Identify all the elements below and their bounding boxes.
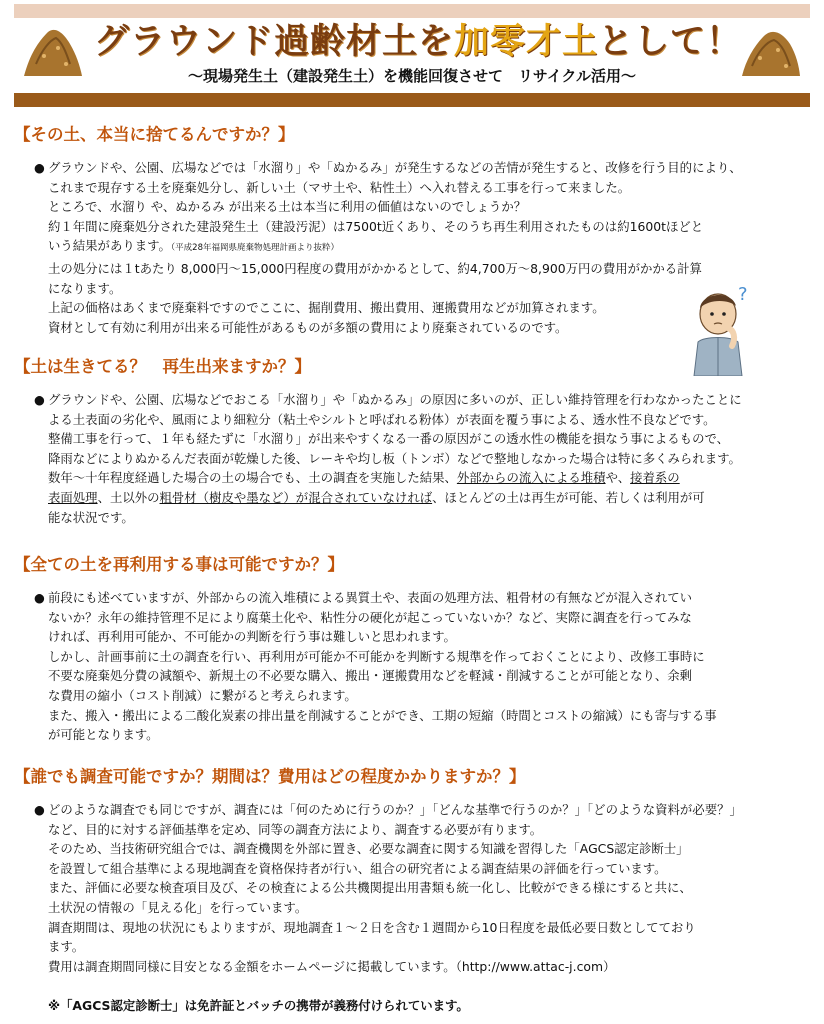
section-heading: 【土は生きてる？ 再生出来ますか？】 (14, 357, 311, 376)
paragraph-line: ければ、再利用可能か、不可能かの判断を行う事は難しいと思われます。 (48, 629, 456, 645)
worker-avatar-icon (688, 280, 766, 376)
bullet-icon: ● (34, 160, 45, 175)
paragraph-line: また、搬入・搬出による二酸化炭素の排出量を削減することができ、工期の短縮（時間とコストの縮減）にも寄与する事 (48, 707, 717, 723)
bullet-icon: ● (34, 802, 45, 817)
footnote: ※「AGCS認定診断士」は免許証とバッチの携帯が義務付けられています。 (48, 998, 469, 1013)
section-body (34, 800, 786, 976)
paragraph-line: 能な状況です。 (48, 509, 134, 525)
page-title: グラウンド過齢材土を加零才土として！ (94, 22, 743, 62)
question-mark-icon: ? (738, 284, 748, 305)
paragraph-line: な費用の縮小（コスト削減）に繋がると考えられます。 (48, 687, 357, 703)
paragraph-line: いう結果があります。（平成28年福岡県廃棄物処理計画より抜粋） (48, 238, 339, 254)
paragraph-line: になります。 (48, 280, 122, 296)
paragraph-line: 数年～十年程度経過した場合の土の場合でも、土の調査を実施した結果、外部からの流入による堆積や、接着系の (48, 470, 680, 486)
paragraph-line: 不要な廃棄処分費の減額や、新規土の不必要な購入、搬出・運搬費用などを軽減・削減することが可能となり、余剰 (48, 668, 693, 684)
section-body (34, 588, 786, 745)
paragraph-line: 整備工事を行って、１年も経たずに「水溜り」が出来やすくなる一番の原因がこの透水性の機能を損なう事によるもので、 (48, 431, 729, 447)
paragraph-line: 約１年間に廃棄処分された建設発生土（建設汚泥）は7500t近くあり、そのうち再生利用されたものは約1600tほどと (48, 218, 704, 234)
paragraph-line: ないか？永年の維持管理不足により腐葉土化や、粘性分の硬化が起こっていないか？など、実際に調査を行ってみな (48, 609, 692, 625)
paragraph-line: 降雨などによりぬかるんだ表面が乾燥した後、レーキや均し板（トンボ）などで整地しなかった場合は特に多くみられます。 (48, 450, 741, 466)
paragraph-line: また、評価に必要な検査項目及び、その検査による公共機関提出用書類も統一化し、比較ができる様にすると共に、 (48, 880, 692, 896)
section-heading: 【その土、本当に捨てるんですか？】 (14, 125, 295, 144)
paragraph-line: を設置して組合基準による現地調査を資格保持者が行い、組合の研究者による調査結果の評価を行っています。 (48, 860, 667, 876)
paragraph-line: ところで、水溜り や、ぬかるみ が出来る土は本当に利用の価値はないのでしょうか？ (48, 199, 527, 215)
section-heading: 【全ての土を再利用する事は可能ですか？】 (14, 555, 344, 574)
paragraph-line: が可能となります。 (48, 727, 159, 743)
paragraph-line: 費用は調査期間同様に目安となる金額をホームページに掲載しています。（http://www.attac-j.com） (48, 958, 616, 974)
section-body (34, 158, 786, 337)
paragraph-line: そのため、当技術研究組合では、調査機関を外部に置き、必要な調査に関する知識を習得した「AGCS認定診断士」 (48, 841, 689, 857)
paragraph-line: など、目的に対する評価基準を定め、同等の調査方法により、調査する必要が有ります。 (48, 821, 543, 837)
paragraph-line: 調査期間は、現地の状況にもよりますが、現地調査１～２日を含む１週間から10日程度を最低必要日数としてており (48, 919, 696, 935)
paragraph-line: どのような調査でも同じですが、調査には「何のために行うのか？」「どんな基準で行うのか？」「どのような資料が必要？」 (48, 802, 742, 817)
section-heading: 【誰でも調査可能ですか？期間は？費用はどの程度かかりますか？】 (14, 767, 526, 786)
section-body (34, 390, 786, 527)
paragraph-line: よる土表面の劣化や、風雨により細粒分（粘土やシルトと呼ばれる粉体）が表面を覆う事による、透水性不良などです。 (48, 411, 716, 427)
source-note: （平成28年福岡県廃棄物処理計画より抜粋） (170, 243, 339, 254)
page-header (14, 18, 810, 93)
paragraph-line: 土状況の情報の「見える化」を行っています。 (48, 899, 308, 915)
paragraph-line: 資材として有効に利用が出来る可能性があるものが多額の費用により廃棄されているのです。 (48, 319, 568, 335)
paragraph-line: 上記の価格はあくまで廃棄料ですのでここに、掘削費用、搬出費用、運搬費用などが加算されます。 (48, 300, 605, 316)
paragraph-line: これまで現存する土を廃棄処分し、新しい土（マサ土や、粘性土）へ入れ替える工事を行って来ました。 (48, 179, 631, 195)
paragraph-line: しかし、計画事前に土の調査を行い、再利用が可能か不可能かを判断する規準を作っておくことにより、改修工事時に (48, 648, 705, 664)
paragraph-line: ます。 (48, 939, 85, 955)
header-top-band (14, 4, 810, 18)
paragraph-line: 前段にも述べていますが、外部からの流入堆積による異質土や、表面の処理方法、粗骨材の有無などが混入されてい (48, 590, 693, 605)
paragraph-line: グラウンドや、公園、広場などでは「水溜り」や「ぬかるみ」が発生するなどの苦情が発生すると、改修を行う目的により、 (48, 160, 742, 175)
bullet-icon: ● (34, 590, 45, 605)
header-bottom-band (14, 93, 810, 107)
paragraph-line: 表面処理、土以外の粗骨材（樹皮や墨など）が混合されていなければ、ほとんどの土は再生が可能、若しくは利用が可 (48, 489, 705, 505)
paragraph-line: グラウンドや、公園、広場などでおこる「水溜り」や「ぬかるみ」の原因に多いのが、正しい維持管理を行わなかったことに (48, 392, 742, 407)
page-subtitle: ～現場発生土（建設発生土）を機能回復させて リサイクル活用～ (188, 67, 636, 85)
soil-mound-icon (22, 24, 84, 78)
paragraph-line: 土の処分には１tあたり 8,000円～15,000円程度の費用がかかるとして、約4,700万～8,900万円の費用がかかる計算 (48, 260, 702, 276)
bullet-icon: ● (34, 392, 45, 407)
soil-mound-icon (740, 24, 802, 78)
